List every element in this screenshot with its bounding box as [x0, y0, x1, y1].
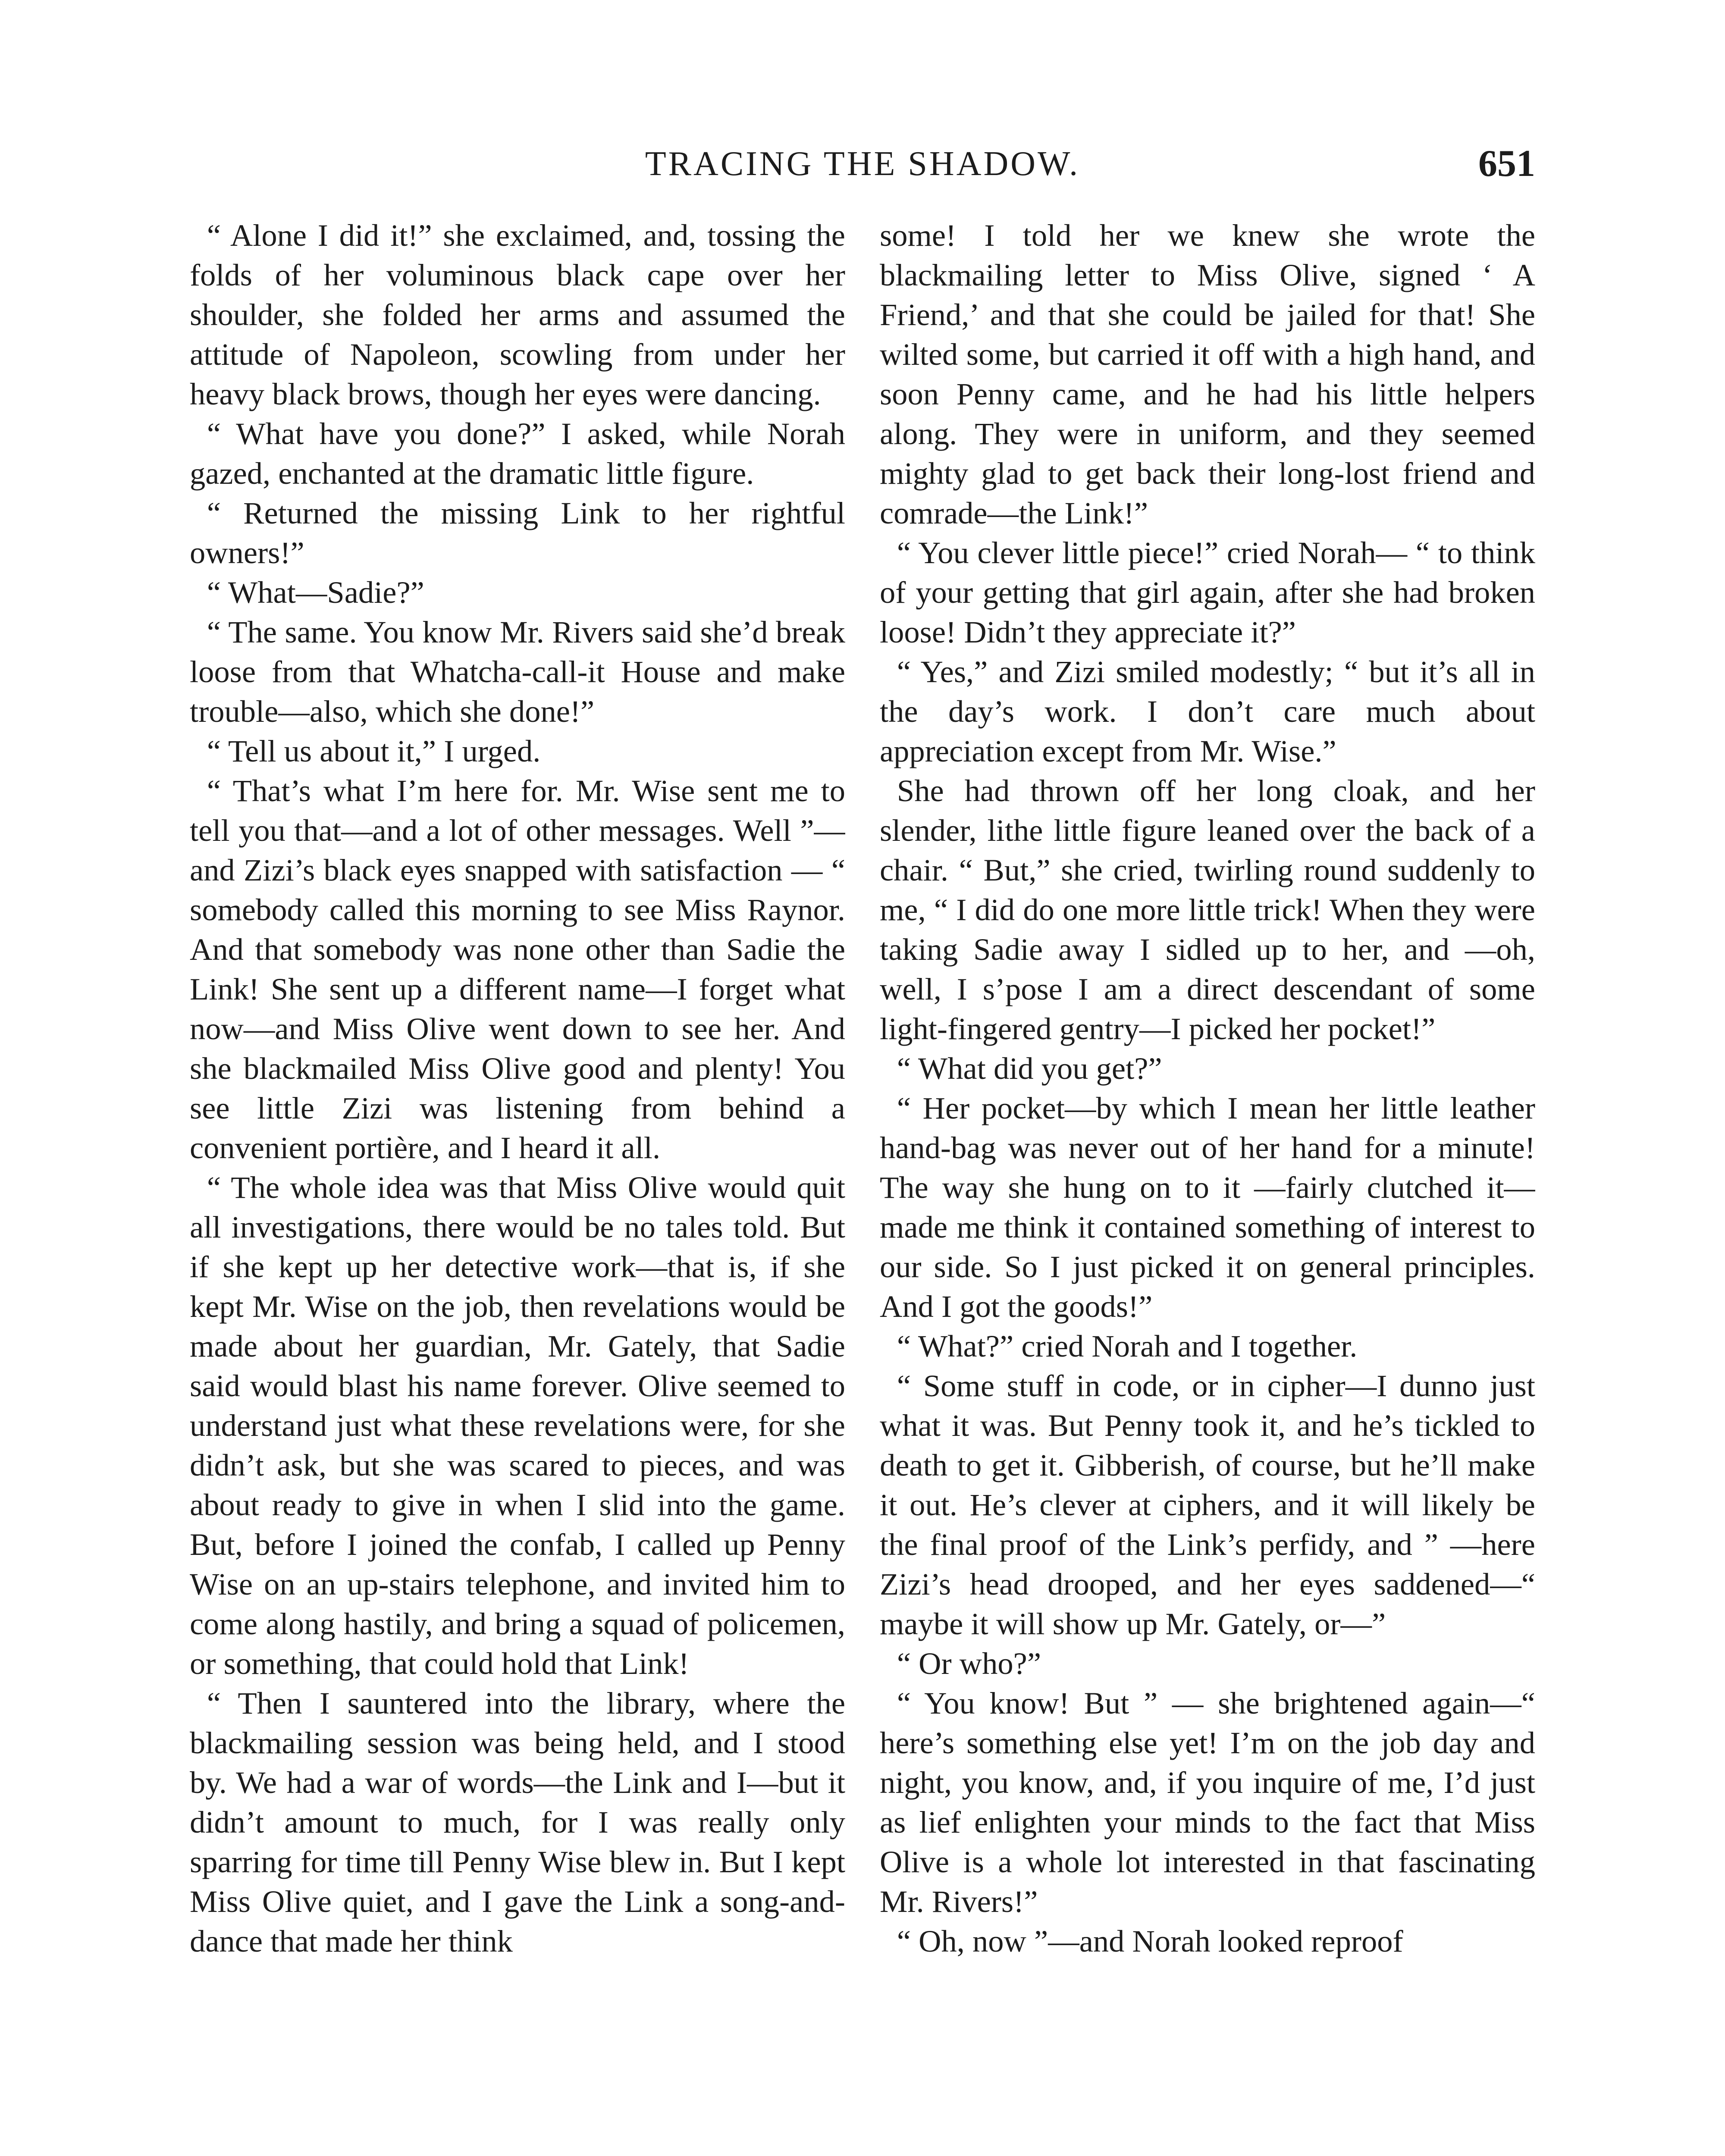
paragraph: “ Tell us about it,” I urged. — [207, 733, 541, 768]
paragraph: “ You clever little piece!” cried Norah— “ to think of your getting that girl again, after she had broken loose! Didn’t they appreciate it?” — [880, 535, 1535, 649]
paragraph: “ Oh, now ”—and Norah looked reproof — [897, 1924, 1403, 1959]
running-title: TRACING THE SHADOW. — [645, 145, 1080, 183]
page-number: 651 — [1478, 143, 1535, 185]
paragraph: “ The same. You know Mr. Rivers said she’d break loose from that Whatcha-call-it House and make trouble—also, which she done!” — [190, 614, 845, 729]
paragraph: “ What did you get?” — [897, 1051, 1162, 1086]
paragraph: “ That’s what I’m here for. Mr. Wise sent me to tell you that—and a lot of other messages. Well ”—and Zizi’s black eyes snapped with satisfaction — “ somebody called this morning to see Miss Raynor. And that somebody was none other than Sadie the Link! She sent up a different name—I forget what now—and Miss Olive went down to see her. And she blackmailed Miss Olive good and plenty! You see little Zizi was listening from behind a convenient portière, and I heard it all. — [190, 773, 845, 1165]
paragraph: “ What?” cried Norah and I together. — [897, 1329, 1358, 1363]
paragraph: “ Her pocket—by which I mean her little leather hand-bag was never out of her hand for a minute! The way she hung on to it —fairly clutched it—made me think it contained something of interest to our side. So I just picked it on general principles. And I got the goods!” — [880, 1091, 1535, 1324]
paragraph: “ Returned the missing Link to her rightful owners!” — [190, 495, 845, 570]
continued-paragraph: some! I told her we knew she wrote the blackmailing letter to Miss Olive, signed ‘ A Friend,’ and that she could be jailed for that! She wilted some, but carried it off with a high hand, and soon Penny came, and he had his little helpers along. They were in uniform, and they seemed mighty glad to get back their long-lost friend and comrade—the Link!” — [880, 218, 1535, 530]
paragraph: “ Or who?” — [897, 1646, 1041, 1681]
paragraph: “ Some stuff in code, or in cipher—I dunno just what it was. But Penny took it, and he’s tickled to death to get it. Gibberish, of course, but he’ll make it out. He’s clever at ciphers, and it will likely be the final proof of the Link’s perfidy, and ” —here Zizi’s head drooped, and her eyes saddened—“ maybe it will show up Mr. Gately, or—” — [880, 1368, 1535, 1641]
paragraph: “ Then I sauntered into the library, where the blackmailing session was being held, and I stood by. We had a war of words—the Link and I—but it didn’t amount to much, for I was really only sparring for time till Penny Wise blew in. But I kept Miss Olive quiet, and I gave the Link a song-and-dance that made her think — [190, 1686, 845, 1959]
paragraph: “ The whole idea was that Miss Olive would quit all investigations, there would be no tales told. But if she kept up her detective work—that is, if she kept Mr. Wise on the job, then revelations would be made about her guardian, Mr. Gately, that Sadie said would blast his name forever. Olive seemed to understand just what these revelations were, for she didn’t ask, but she was scared to pieces, and was about ready to give in when I slid into the game. But, before I joined the confab, I called up Penny Wise on an up-stairs telephone, and invited him to come along hastily, and bring a squad of policemen, or something, that could hold that Link! — [190, 1170, 845, 1681]
left-column — [190, 216, 845, 2156]
page-header — [190, 140, 1535, 188]
paragraph: “ Yes,” and Zizi smiled modestly; “ but it’s all in the day’s work. I don’t care much about appreciation except from Mr. Wise.” — [880, 654, 1535, 768]
paragraph: “ Alone I did it!” she exclaimed, and, tossing the folds of her voluminous black cape over her shoulder, she folded her arms and assumed the attitude of Napoleon, scowling from under her heavy black brows, though her eyes were dancing. — [190, 218, 845, 411]
paragraph: She had thrown off her long cloak, and her slender, lithe little figure leaned over the back of a chair. “ But,” she cried, twirling round suddenly to me, “ I did do one more little trick! When they were taking Sadie away I sidled up to her, and —oh, well, I s’pose I am a direct descendant of some light-fingered gentry—I picked her pocket!” — [880, 773, 1535, 1046]
paragraph: “ You know! But ” — she brightened again—“ here’s something else yet! I’m on the job day and night, you know, and, if you inquire of me, I’d just as lief enlighten your minds to the fact that Miss Olive is a whole lot interested in that fascinating Mr. Rivers!” — [880, 1686, 1535, 1919]
right-column — [880, 216, 1535, 2156]
paragraph: “ What—Sadie?” — [207, 575, 424, 610]
paragraph: “ What have you done?” I asked, while Norah gazed, enchanted at the dramatic little figure. — [190, 416, 845, 491]
